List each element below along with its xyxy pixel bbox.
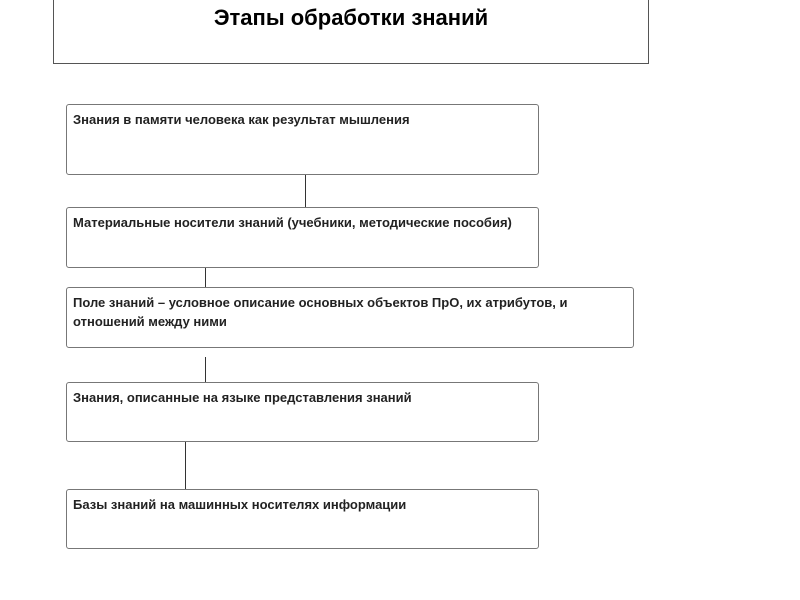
stage-3-box xyxy=(66,287,634,348)
stage-2-box xyxy=(66,207,539,268)
stage-1-text: Знания в памяти человека как результат мышления xyxy=(73,112,410,127)
stage-4-text: Знания, описанные на языке представления знаний xyxy=(73,390,412,405)
connector-4-5 xyxy=(185,442,186,490)
stage-1-box xyxy=(66,104,539,175)
stage-2-text: Материальные носители знаний (учебники, методические пособия) xyxy=(73,215,512,230)
stage-5-text: Базы знаний на машинных носителях информации xyxy=(73,497,407,512)
diagram-title: Этапы обработки знаний xyxy=(213,5,489,30)
stage-3-text: Поле знаний – условное описание основных объектов ПрО, их атрибутов, и отношений между ними xyxy=(73,295,568,329)
title-box xyxy=(53,0,649,64)
stage-5-box xyxy=(66,489,539,549)
connector-3-4 xyxy=(205,357,206,385)
stage-4-box xyxy=(66,382,539,442)
